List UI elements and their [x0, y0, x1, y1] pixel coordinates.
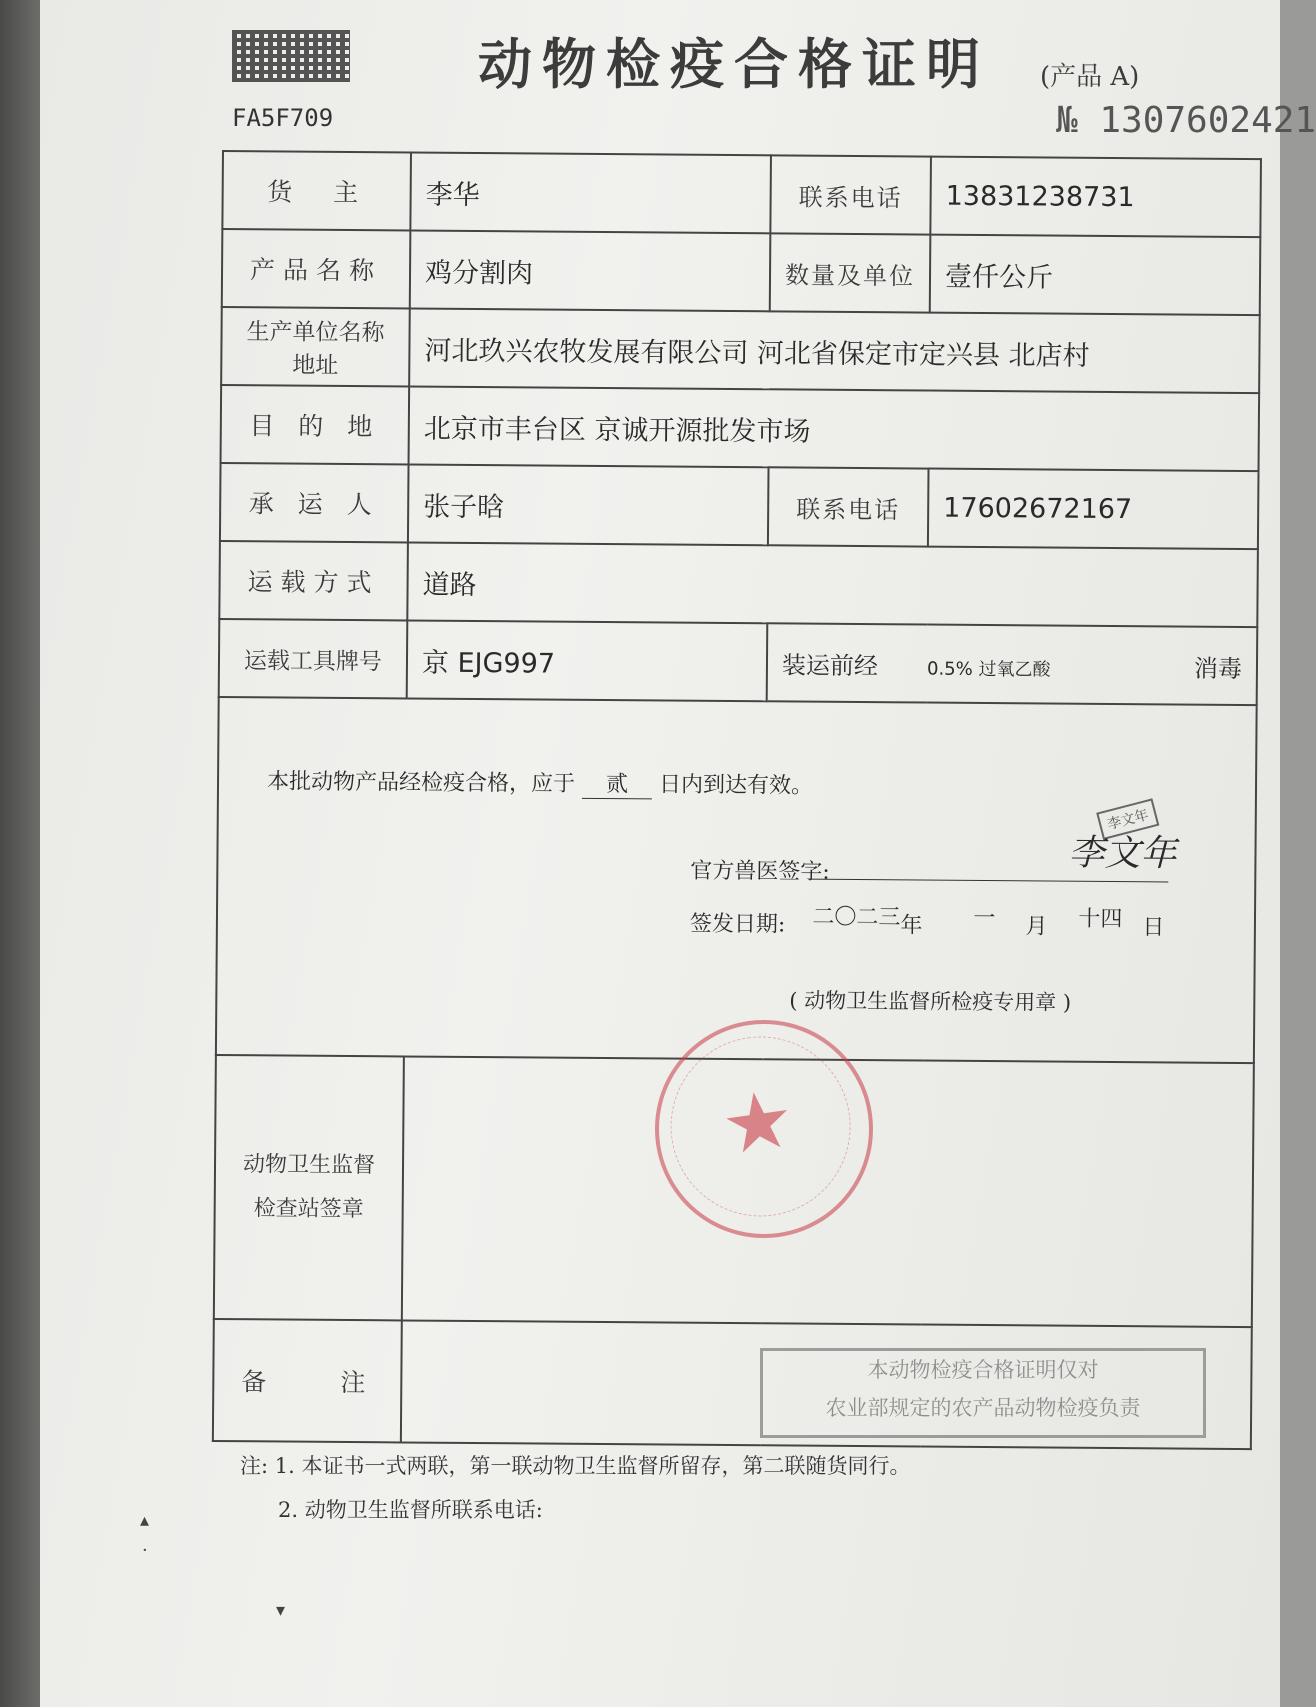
day-unit: 日 [1142, 915, 1165, 941]
serial-number: FA5F709 [232, 104, 334, 132]
vehicle-value: 京 EJG997 [407, 620, 768, 701]
certification-cell [216, 697, 1257, 1063]
product-row [222, 229, 1261, 315]
transport-value: 道路 [407, 542, 1258, 627]
disinfectant-value: 0.5% 过氧乙酸 [926, 658, 1051, 681]
quantity-value: 壹仟公斤 [930, 235, 1261, 316]
certificate-number: № 1307602421 [1056, 100, 1316, 141]
remarks-label: 备 注 [213, 1319, 402, 1442]
destination-label: 目 的 地 [221, 385, 410, 464]
disinfection-cell [767, 623, 1258, 705]
carrier-phone-label: 联系电话 [768, 467, 929, 546]
issue-month: 一 [973, 905, 996, 932]
vet-name-stamp: 李文年 [1096, 798, 1159, 840]
owner-phone-label: 联系电话 [770, 155, 931, 234]
owner-row [222, 151, 1261, 237]
validity-text-after: 日内到达有效。 [658, 772, 814, 799]
validity-text-before: 本批动物产品经检疫合格，应于 [266, 769, 576, 797]
certificate-form-table [212, 150, 1262, 1450]
quantity-label: 数量及单位 [770, 233, 931, 312]
vehicle-row [219, 619, 1258, 705]
checkpoint-label-line1: 动物卫生监督 [242, 1152, 376, 1179]
owner-phone-value: 13831238731 [930, 157, 1261, 238]
carrier-value: 张子晗 [408, 464, 769, 545]
vehicle-label: 运载工具牌号 [219, 619, 408, 698]
checkpoint-label [214, 1055, 404, 1320]
destination-value: 北京市丰台区 京诚开源批发市场 [409, 386, 1260, 471]
producer-row [221, 307, 1260, 393]
seal-star-icon: ★ [715, 1071, 800, 1174]
vet-signature-label: 官方兽医签字: [690, 858, 830, 885]
validity-statement [267, 764, 813, 800]
product-value: 鸡分割肉 [410, 230, 771, 311]
paper-speck: ▾ [276, 1600, 286, 1621]
vet-signature: 李文年 [1068, 832, 1177, 875]
issue-date-label: 签发日期: [689, 911, 786, 938]
owner-value: 李华 [410, 152, 771, 233]
carrier-row [220, 463, 1259, 549]
checkpoint-label-line2: 检查站签章 [253, 1196, 364, 1223]
vet-signature-line [808, 879, 1168, 883]
producer-label: 生产单位名称地址 [221, 307, 410, 386]
validity-days: 贰 [582, 767, 652, 800]
month-unit: 月 [1025, 914, 1048, 940]
certification-row [216, 697, 1257, 1063]
carrier-phone-value: 17602672167 [928, 469, 1259, 550]
transport-label: 运载方式 [219, 541, 408, 620]
remarks-stamp [760, 1348, 1206, 1438]
remarks-stamp-line1: 本动物检疫合格证明仅对 [867, 1358, 1099, 1382]
paper-speck: · [142, 1540, 148, 1561]
year-unit: 年 [900, 913, 923, 939]
issue-year: 二〇二三 [812, 904, 901, 931]
disinfection-suffix: 消毒 [1193, 654, 1243, 683]
certificate-subtitle: (产品 A) [1040, 62, 1140, 92]
qr-code [232, 30, 350, 82]
footnote-1: 注: 1. 本证书一式两联，第一联动物卫生监督所留存，第二联随货同行。 [240, 1454, 911, 1478]
paper-speck: ▴ [140, 1510, 150, 1531]
issue-day: 十四 [1078, 906, 1123, 933]
transport-row [219, 541, 1258, 627]
producer-value: 河北玖兴农牧发展有限公司 河北省保定市定兴县 北店村 [409, 308, 1260, 393]
carrier-label: 承 运 人 [220, 463, 409, 542]
certificate-title: 动物检疫合格证明 [478, 32, 990, 96]
disinfection-label: 装运前经 [781, 650, 879, 680]
product-label: 产品名称 [222, 229, 411, 308]
destination-row [221, 385, 1260, 471]
remarks-stamp-line2: 农业部规定的农产品动物检疫负责 [825, 1396, 1141, 1420]
owner-label: 货 主 [222, 151, 411, 230]
footnote-2: 2. 动物卫生监督所联系电话: [278, 1498, 543, 1522]
issue-date [689, 904, 1165, 942]
seal-note: ( 动物卫生监督所检疫专用章 ) [789, 988, 1072, 1015]
